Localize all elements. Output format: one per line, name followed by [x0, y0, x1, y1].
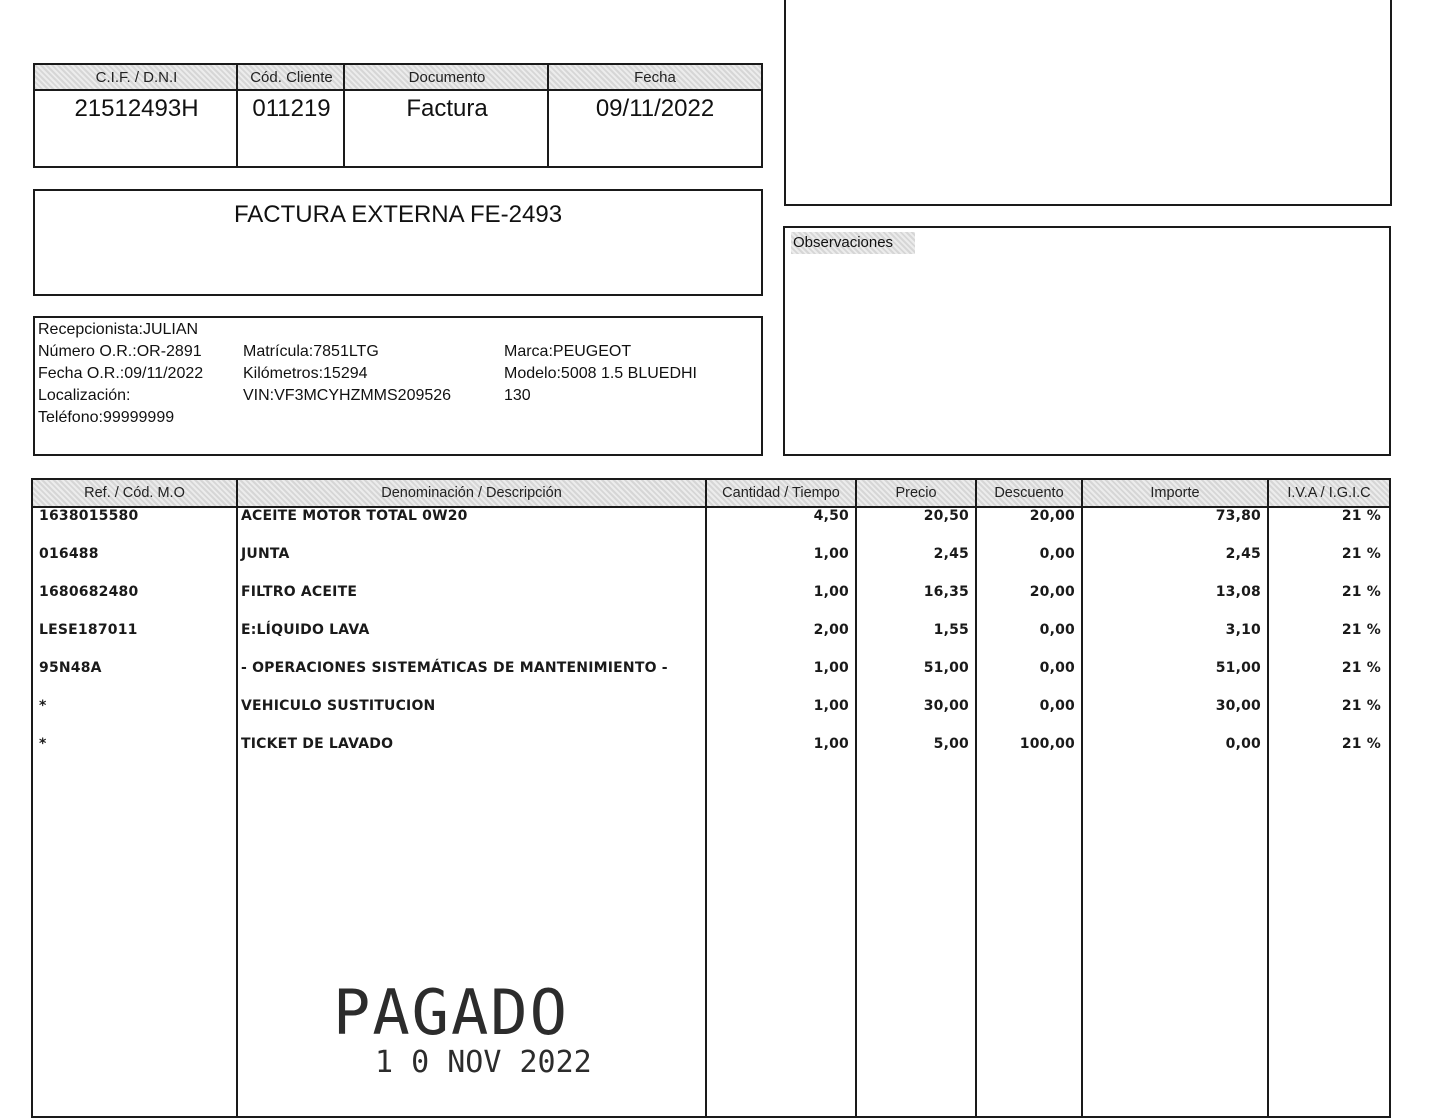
table-row	[33, 584, 1389, 608]
table-row	[33, 546, 1389, 570]
observaciones-label: Observaciones	[791, 232, 915, 254]
cell-description: FILTRO ACEITE	[241, 584, 358, 600]
table-row	[33, 698, 1389, 722]
info-fecha-or: Fecha O.R.:09/11/2022	[38, 365, 204, 382]
cell-amount: 30,00	[1215, 698, 1261, 714]
cell-price: 16,35	[923, 584, 969, 600]
cell-price: 2,45	[933, 546, 969, 562]
cell-description: JUNTA	[241, 546, 290, 562]
cell-quantity: 1,00	[813, 660, 849, 676]
info-recepcionista: Recepcionista:JULIAN	[38, 321, 199, 338]
paid-stamp	[333, 976, 592, 1080]
cell-discount: 0,00	[1039, 622, 1075, 638]
cell-ref: 95N48A	[39, 660, 102, 676]
label-cif: C.I.F. / D.N.I	[35, 65, 238, 91]
cell-tax: 21 %	[1341, 660, 1381, 676]
cell-price: 1,55	[933, 622, 969, 638]
table-row	[33, 660, 1389, 684]
cell-amount: 3,10	[1225, 622, 1261, 638]
table-row	[33, 622, 1389, 646]
cell-tax: 21 %	[1341, 584, 1381, 600]
col-header-description: Denominación / Descripción	[381, 485, 562, 501]
cell-price: 5,00	[933, 736, 969, 752]
cell-amount: 73,80	[1215, 508, 1261, 524]
label-documento: Documento	[345, 65, 549, 91]
info-modelo-cont: 130	[504, 387, 531, 404]
value-documento: Factura	[406, 95, 488, 122]
value-cod-cliente: 011219	[252, 95, 331, 122]
cell-discount: 20,00	[1029, 584, 1075, 600]
cell-quantity: 1,00	[813, 584, 849, 600]
observaciones-box	[783, 226, 1391, 456]
cell-tax: 21 %	[1341, 508, 1381, 524]
cell-price: 30,00	[923, 698, 969, 714]
col-header-discount: Descuento	[994, 485, 1064, 501]
cell-quantity: 1,00	[813, 546, 849, 562]
cell-tax: 21 %	[1341, 736, 1381, 752]
info-col-vehicle	[243, 341, 451, 407]
info-vin: VIN:VF3MCYHZMMS209526	[243, 387, 452, 404]
col-header-price: Precio	[895, 485, 937, 501]
label-cod-cliente: Cód. Cliente	[238, 65, 345, 91]
info-marca: Marca:PEUGEOT	[504, 343, 632, 360]
cell-quantity: 2,00	[813, 622, 849, 638]
info-matricula: Matrícula:7851LTG	[243, 343, 379, 360]
cell-description: - OPERACIONES SISTEMÁTICAS DE MANTENIMIENTO -	[241, 660, 668, 676]
cell-discount: 0,00	[1039, 660, 1075, 676]
title-box	[33, 189, 763, 296]
table-row	[33, 508, 1389, 532]
value-fecha: 09/11/2022	[595, 95, 715, 122]
cell-description: ACEITE MOTOR TOTAL 0W20	[241, 508, 468, 524]
cell-description: E:LÍQUIDO LAVA	[241, 622, 370, 638]
cell-ref: *	[39, 698, 47, 714]
info-telefono: Teléfono:99999999	[38, 409, 175, 426]
invoice-title: FACTURA EXTERNA FE-2493	[233, 201, 563, 228]
document-header-box	[33, 63, 763, 168]
cell-tax: 21 %	[1341, 622, 1381, 638]
cell-quantity: 1,00	[813, 736, 849, 752]
value-cif: 21512493H	[74, 95, 199, 122]
cell-discount: 100,00	[1019, 736, 1075, 752]
info-numero-or: Número O.R.:OR-2891	[38, 343, 202, 360]
cell-amount: 13,08	[1215, 584, 1261, 600]
paid-stamp-word: PAGADO	[333, 976, 569, 1049]
cell-ref: 016488	[39, 546, 99, 562]
col-header-ref: Ref. / Cód. M.O	[84, 485, 185, 501]
cell-amount: 2,45	[1225, 546, 1261, 562]
cell-ref: *	[39, 736, 47, 752]
table-body	[33, 508, 1389, 1116]
cell-discount: 20,00	[1029, 508, 1075, 524]
cell-quantity: 1,00	[813, 698, 849, 714]
cell-price: 20,50	[923, 508, 969, 524]
cell-ref: 1638015580	[39, 508, 139, 524]
cell-price: 51,00	[923, 660, 969, 676]
cell-quantity: 4,50	[813, 508, 849, 524]
info-col-reception	[38, 319, 203, 429]
col-header-quantity: Cantidad / Tiempo	[722, 485, 840, 501]
cell-amount: 51,00	[1215, 660, 1261, 676]
cell-tax: 21 %	[1341, 546, 1381, 562]
table-row	[33, 736, 1389, 760]
cell-discount: 0,00	[1039, 698, 1075, 714]
info-localizacion: Localización:	[38, 387, 131, 404]
info-col-model	[504, 341, 697, 407]
info-modelo: Modelo:5008 1.5 BLUEDHI	[504, 365, 697, 382]
cell-discount: 0,00	[1039, 546, 1075, 562]
cell-tax: 21 %	[1341, 698, 1381, 714]
cell-description: VEHICULO SUSTITUCION	[241, 698, 436, 714]
cell-ref: LESE187011	[39, 622, 138, 638]
col-header-tax: I.V.A / I.G.I.C	[1287, 485, 1371, 501]
cell-amount: 0,00	[1225, 736, 1261, 752]
info-kilometros: Kilómetros:15294	[243, 365, 368, 382]
cell-description: TICKET DE LAVADO	[241, 736, 394, 752]
col-header-amount: Importe	[1150, 485, 1200, 501]
line-items-table	[31, 478, 1391, 1118]
vehicle-info-box	[33, 316, 763, 456]
address-box	[784, 0, 1392, 206]
cell-ref: 1680682480	[39, 584, 139, 600]
paid-stamp-date: 1 0 NOV 2022	[375, 1045, 592, 1080]
label-fecha: Fecha	[549, 65, 761, 91]
